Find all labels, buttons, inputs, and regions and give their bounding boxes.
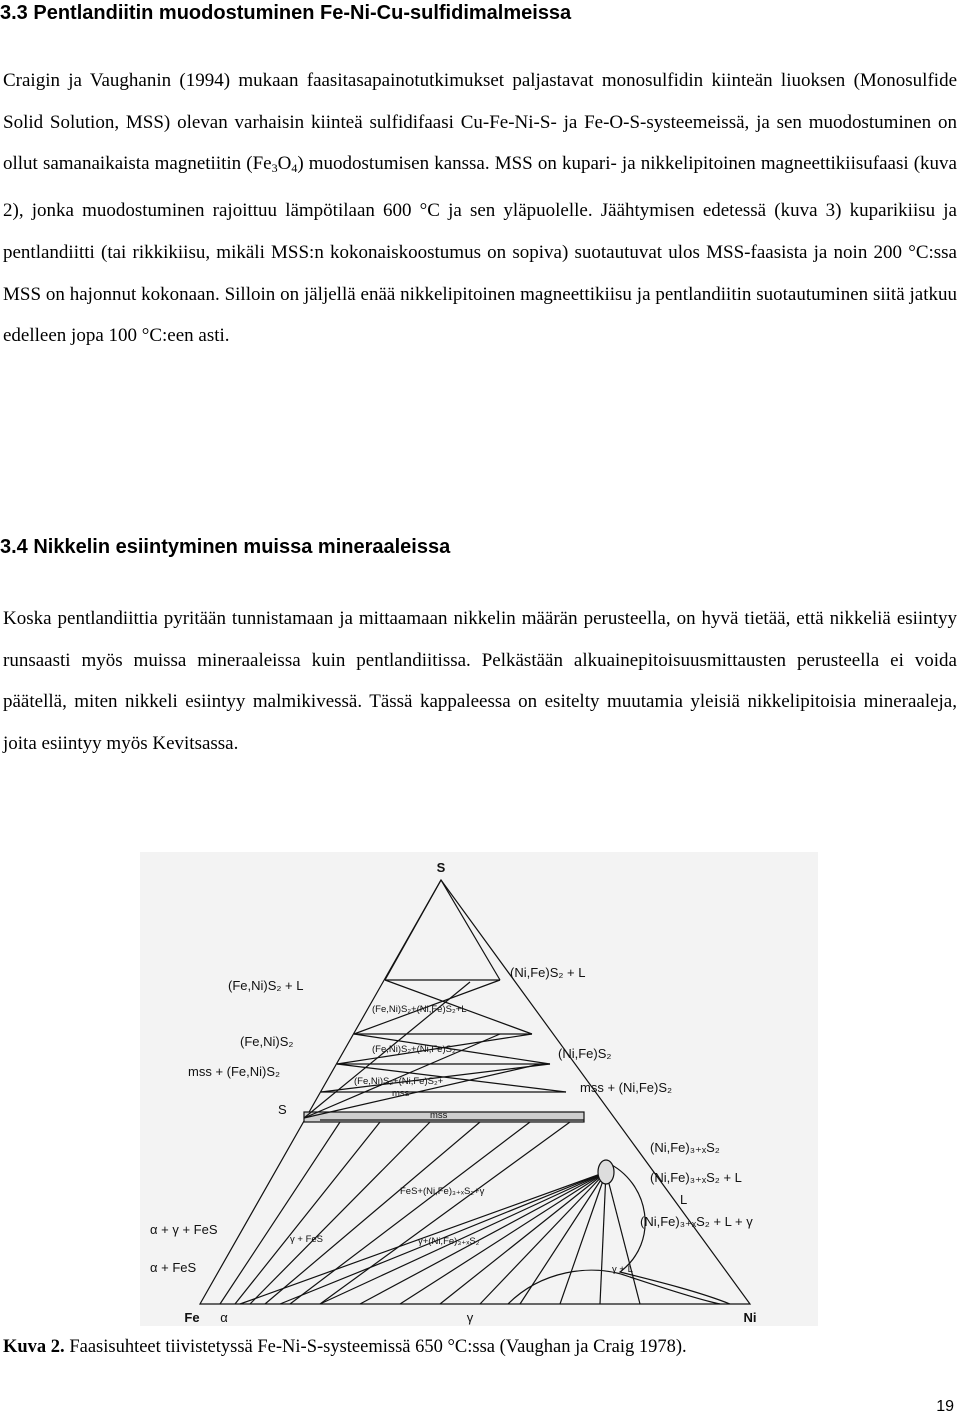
left-label-4: S: [278, 1102, 287, 1117]
paragraph-text-o: O: [277, 153, 292, 175]
paragraph-mss-formation: [3, 60, 957, 357]
subscript-3: 3: [271, 161, 278, 176]
alpha-label: α: [220, 1310, 228, 1325]
left-label-1: (Fe,Ni)S₂ + L: [228, 978, 304, 993]
inner-label-1: (Fe,Ni)S₂+(Ni,Fe)S₂+L: [372, 1004, 467, 1015]
figure-caption: [3, 1337, 687, 1358]
right-label-1: (Ni,Fe)S₂ + L: [510, 965, 586, 980]
page-number: 19: [936, 1398, 954, 1415]
apex-s-label: S: [436, 860, 446, 875]
inner-label-5: mss: [430, 1110, 448, 1121]
left-label-3: mss + (Fe,Ni)S₂: [188, 1064, 281, 1079]
paragraph-text-b: ) muodostumisen kanssa. MSS on kupari- ja nikkelipitoinen magneettikiisufaasi (kuva 2), jonka muodostuminen rajoittuu lämpötilaan 600 °C ja sen yläpuolelle. Jäähtymisen edetessä (kuva 3) kuparikiisu ja pentlandiitti (tai rikkikiisu, mikäli MSS:n kokonaiskoostumus on sopiva) suotautuvat ulos MSS-faasista ja noin 200 °C:ssa MSS on hajonnut kokonaan. Silloin on jäljellä enää nikkelipitoinen magneettikiisu ja pentlandiitin suotautuminen siitä jatkuu edelleen jopa 100 °C:een asti.: [3, 153, 957, 347]
inner-label-2: (Fe,Ni)S₂+(Ni,Fe)S₂: [372, 1044, 456, 1055]
caption-label: Kuva 2.: [3, 1337, 65, 1357]
right-label-5: (Ni,Fe)₃₊ₓS₂ + L: [650, 1170, 742, 1185]
paragraph-text-a: Craigin ja Vaughanin (1994) mukaan faasitasapainotutkimukset paljastavat monosulfidin kiinteän liuoksen (Monosulfide Solid Solution, MSS) olevan varhaisin kiinteä sulfidifaasi Cu-Fe-Ni-S- ja Fe-O-S-systeemeissä, ja sen muodostuminen on ollut samanaikaista magnetiitin (Fe: [3, 70, 957, 175]
gamma-label: γ: [466, 1310, 474, 1325]
caption-end: .: [682, 1337, 687, 1357]
inner-label-8: γ+(Ni,Fe)₃₊ₓS₂: [418, 1236, 480, 1247]
caption-source: (Vaughan ja Craig 1978): [499, 1337, 682, 1357]
left-label-2: (Fe,Ni)S₂: [240, 1034, 294, 1049]
section-heading-3-4: 3.4 Nikkelin esiintyminen muissa mineraaleissa: [0, 536, 451, 558]
left-label-5: α + γ + FeS: [150, 1222, 218, 1237]
inner-label-4: mss: [392, 1088, 410, 1099]
inner-label-7: γ + FeS: [290, 1234, 323, 1245]
right-label-3: mss + (Ni,Fe)S₂: [580, 1080, 673, 1095]
inner-label-9: γ + L: [612, 1264, 633, 1275]
caption-text: Faasisuhteet tiivistetyssä Fe-Ni-S-systeemissä 650 °C:ssa: [64, 1337, 500, 1357]
paragraph-nickel-minerals: Koska pentlandiittia pyritään tunnistamaan ja mittaamaan nikkelin määrän perusteella, on hyvä tietää, että nikkeliä esiintyy runsaasti myös muissa mineraaleissa kuin pentlandiitissa. Pelkästään alkuainepitoisuusmittausten perusteella ei voida päätellä, miten nikkeli esiintyy malmikivessä. Tässä kappaleessa on esitelty muutamia yleisiä nikkelipitoisia mineraaleja, joita esiintyy myös Kevitsassa.: [3, 608, 957, 755]
right-label-4: (Ni,Fe)₃₊ₓS₂: [650, 1140, 720, 1155]
subscript-4: 4: [291, 161, 298, 176]
left-label-6: α + FeS: [150, 1260, 197, 1275]
section-heading-3-3: 3.3 Pentlandiitin muodostuminen Fe-Ni-Cu-sulfidimalmeissa: [0, 2, 572, 24]
inner-label-3: (Fe,Ni)S₂+(Ni,Fe)S₂+: [354, 1076, 444, 1087]
right-label-6: L: [680, 1192, 688, 1207]
corner-ni-label: Ni: [743, 1310, 757, 1325]
corner-fe-label: Fe: [184, 1310, 200, 1325]
phase-diagram-figure: [140, 852, 818, 1326]
inner-label-6: FeS+(Ni,Fe)₃₊ₓS₂+γ: [400, 1186, 485, 1197]
right-label-2: (Ni,Fe)S₂: [558, 1046, 612, 1061]
right-label-7: (Ni,Fe)₃₊ₓS₂ + L + γ: [640, 1214, 753, 1229]
